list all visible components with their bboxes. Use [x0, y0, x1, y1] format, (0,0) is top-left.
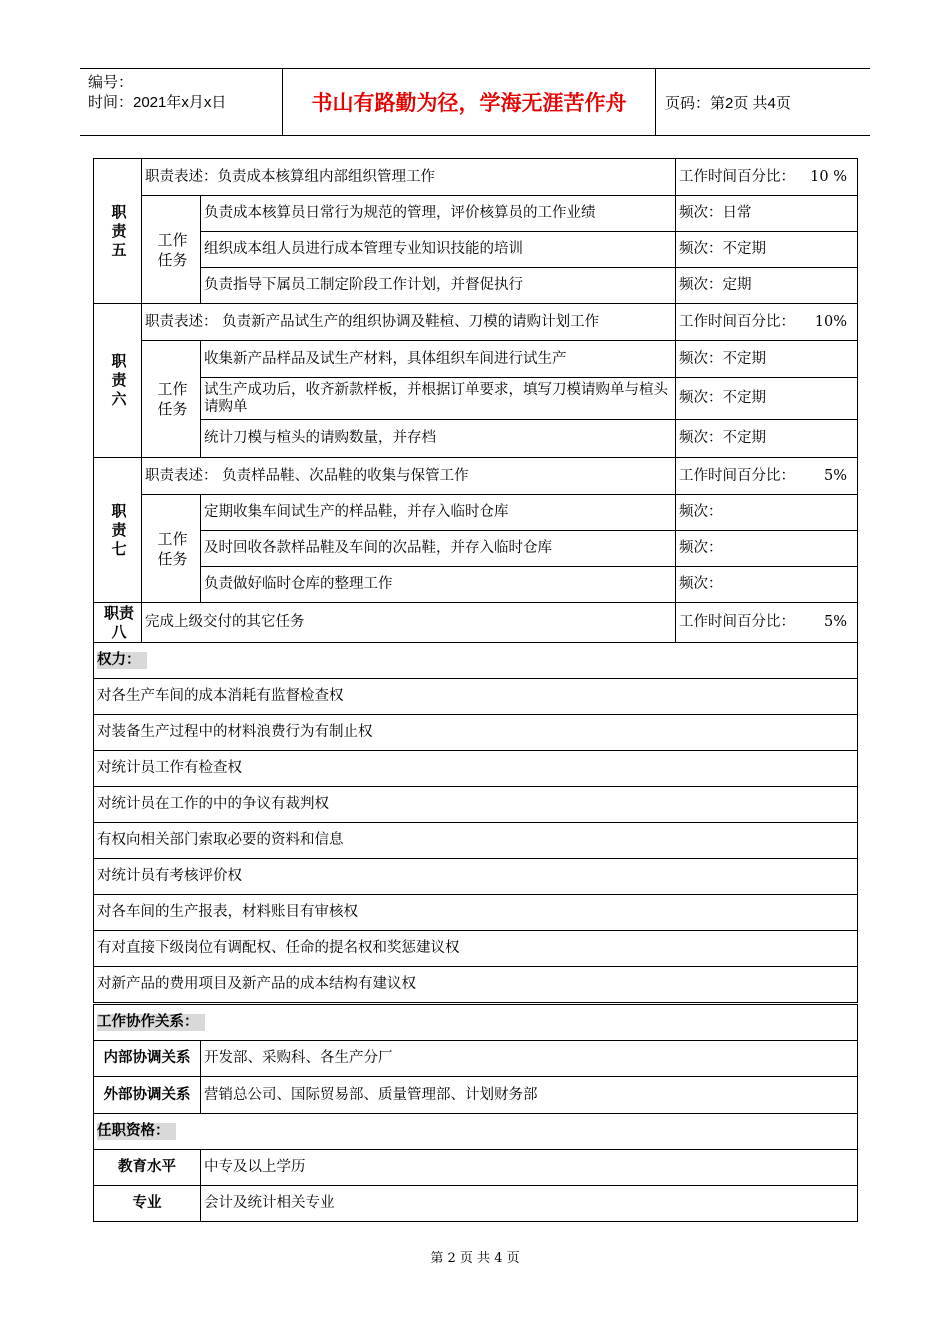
- power-item: 对统计员有考核评价权: [93, 858, 858, 895]
- doc-number-label: 编号：: [88, 74, 134, 91]
- page-header: [80, 68, 870, 136]
- power-item: 对新产品的费用项目及新产品的成本结构有建议权: [93, 966, 858, 1003]
- external-relations-value: 营销总公司、国际贸易部、质量管理部、计划财务部: [200, 1076, 858, 1114]
- task-text: 负责做好临时仓库的整理工作: [200, 566, 676, 603]
- task-text: 负责成本核算员日常行为规范的管理，评价核算员的工作业绩: [200, 195, 676, 232]
- task-frequency: 频次：不定期: [675, 419, 858, 458]
- external-relations-label: 外部协调关系: [93, 1076, 201, 1114]
- header-page-code: 页码：第2页 共4页: [665, 94, 791, 112]
- power-item: 有权向相关部门索取必要的资料和信息: [93, 822, 858, 859]
- duty-time-percentage: [675, 158, 858, 196]
- task-label: 工作 任务: [141, 494, 201, 603]
- task-label: 工作 任务: [141, 195, 201, 304]
- power-item: 对装备生产过程中的材料浪费行为有制止权: [93, 714, 858, 751]
- pct-label: 工作时间百分比：: [679, 614, 795, 630]
- pct-label: 工作时间百分比：: [679, 467, 795, 484]
- power-item: 对各生产车间的成本消耗有监督检查权: [93, 678, 858, 715]
- task-text: 统计刀模与楦头的请购数量，并存档: [200, 419, 676, 458]
- task-text: 试生产成功后，收齐新款样板，并根据订单要求，填写刀模请购单与楦头请购单: [200, 377, 676, 420]
- doc-time: 时间：2021年x月x日: [88, 94, 227, 111]
- duty-time-percentage: [675, 457, 858, 495]
- task-frequency: 频次：: [675, 530, 858, 567]
- pct-value: 5%: [823, 467, 847, 484]
- duty-time-percentage: [675, 303, 858, 341]
- task-label: 工作 任务: [141, 340, 201, 458]
- task-frequency: 频次：不定期: [675, 231, 858, 268]
- duty-statement: 职责表述：负责成本核算组内部组织管理工作: [141, 158, 676, 196]
- task-text: 及时回收各款样品鞋及车间的次品鞋，并存入临时仓库: [200, 530, 676, 567]
- duty-label: 职 责 六: [93, 303, 142, 458]
- task-frequency: 频次：日常: [675, 195, 858, 232]
- duty-statement: 职责表述： 负责样品鞋、次品鞋的收集与保管工作: [141, 457, 676, 495]
- pct-label: 工作时间百分比：: [679, 313, 795, 330]
- internal-relations-label: 内部协调关系: [93, 1040, 201, 1077]
- task-frequency: 频次：: [675, 494, 858, 531]
- education-label: 教育水平: [93, 1149, 201, 1186]
- task-text: 组织成本组人员进行成本管理专业知识技能的培训: [200, 231, 676, 268]
- major-value: 会计及统计相关专业: [200, 1185, 858, 1222]
- pct-label: 工作时间百分比：: [679, 168, 795, 185]
- power-item: 对各车间的生产报表，材料账目有审核权: [93, 894, 858, 931]
- task-frequency: 频次：不定期: [675, 340, 858, 378]
- education-value: 中专及以上学历: [200, 1149, 858, 1186]
- major-label: 专业: [93, 1185, 201, 1222]
- power-item: 有对直接下级岗位有调配权、任命的提名权和奖惩建议权: [93, 930, 858, 967]
- section-heading: 权力：: [97, 652, 147, 669]
- duty-label: 职 责 五: [93, 158, 142, 304]
- page-footer: 第 2 页 共 4 页: [430, 1251, 520, 1266]
- duty-label: 职责 八: [93, 602, 142, 643]
- header-slogan: 书山有路勤为径，学海无涯苦作舟: [283, 69, 656, 135]
- pct-value: 10 %: [810, 168, 847, 185]
- section-heading: 任职资格：: [97, 1123, 176, 1140]
- duty-label: 职 责 七: [93, 457, 142, 603]
- task-frequency: 频次：不定期: [675, 377, 858, 420]
- task-frequency: 频次：: [675, 566, 858, 603]
- task-frequency: 频次：定期: [675, 267, 858, 304]
- duty-statement: 完成上级交付的其它任务: [141, 602, 676, 643]
- duty-statement: 职责表述： 负责新产品试生产的组织协调及鞋楦、刀模的请购计划工作: [141, 303, 676, 341]
- duty-time-percentage: [675, 602, 858, 643]
- qualifications-title: [93, 1113, 858, 1150]
- task-text: 收集新产品样品及试生产材料，具体组织车间进行试生产: [200, 340, 676, 378]
- power-item: 对统计员在工作的中的争议有裁判权: [93, 786, 858, 823]
- internal-relations-value: 开发部、采购科、各生产分厂: [200, 1040, 858, 1077]
- pct-value: 10%: [814, 313, 847, 330]
- header-meta: [80, 69, 283, 135]
- power-item: 对统计员工作有检查权: [93, 750, 858, 787]
- section-heading: 工作协作关系：: [97, 1014, 205, 1031]
- pct-value: 5%: [823, 614, 847, 630]
- task-text: 定期收集车间试生产的样品鞋，并存入临时仓库: [200, 494, 676, 531]
- powers-title: [93, 642, 858, 679]
- task-text: 负责指导下属员工制定阶段工作计划，并督促执行: [200, 267, 676, 304]
- relations-title: [93, 1004, 858, 1041]
